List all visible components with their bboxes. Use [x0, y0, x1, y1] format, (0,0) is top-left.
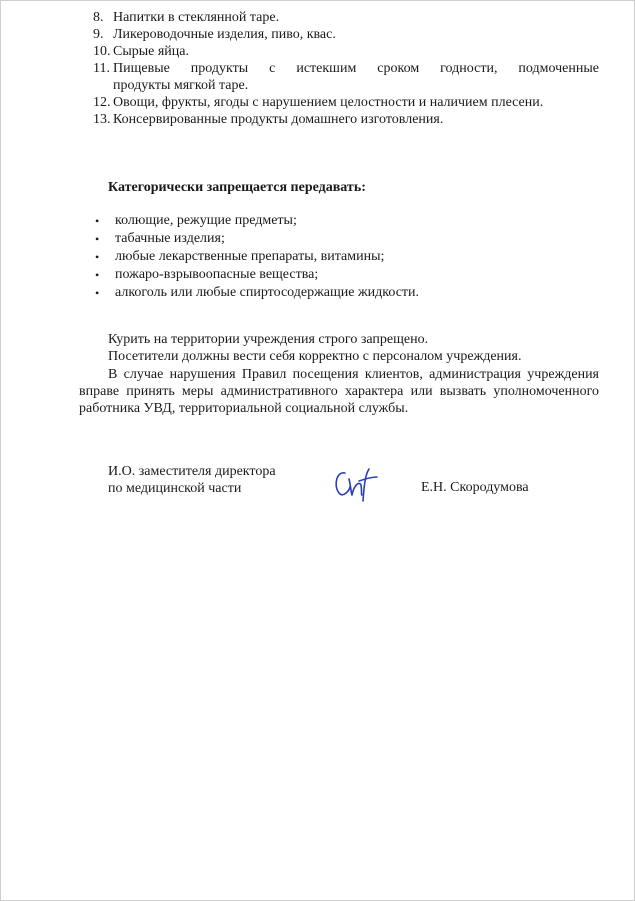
list-item-text: колющие, режущие предметы; [115, 213, 297, 228]
list-item-text: продукты мягкой таре. [113, 78, 249, 93]
list-item-text: любые лекарственные препараты, витамины; [115, 249, 385, 264]
bullet-icon: • [95, 214, 100, 228]
list-item-number: 13. [93, 112, 111, 127]
list-item [79, 60, 599, 77]
list-item [79, 43, 599, 60]
list-item-number: 12. [93, 95, 111, 110]
list-item-continuation [79, 77, 599, 94]
list-item [79, 26, 599, 43]
list-item-text: алкоголь или любые спиртосодержащие жидкости. [115, 285, 420, 300]
prohibited-heading: Категорически запрещается передавать: [108, 180, 366, 195]
list-item-text: Консервированные продукты домашнего изготовления. [113, 112, 444, 127]
violation-rule: В случае нарушения Правил посещения клиентов, администрация учреждения вправе принять меры административного характера или вызвать уполномоченного работника УВД, территориальной социальной службы. [79, 367, 599, 416]
list-item [79, 94, 599, 111]
list-item [79, 111, 599, 128]
bullet-icon: • [95, 268, 100, 282]
list-item [95, 284, 419, 302]
list-item-number: 9. [93, 27, 104, 42]
position-line: по медицинской части [108, 481, 242, 496]
position-line: И.О. заместителя директора [108, 464, 276, 479]
prohibited-list [95, 212, 419, 302]
list-item [95, 212, 419, 230]
bullet-icon: • [95, 286, 100, 300]
list-item-text: Пищевые продукты с истекшим сроком годности, подмоченные [113, 61, 599, 76]
bullet-icon: • [95, 232, 100, 246]
list-item-text: Овощи, фрукты, ягоды с нарушением целостности и наличием плесени. [113, 95, 544, 110]
list-item [95, 230, 419, 248]
smoking-rule: Курить на территории учреждения строго запрещено. [108, 332, 429, 347]
list-item [79, 9, 599, 26]
signatory-name: Е.Н. Скородумова [421, 480, 529, 495]
list-item-number: 10. [93, 44, 111, 59]
list-item [95, 266, 419, 284]
behavior-rule: Посетители должны вести себя корректно с персоналом учреждения. [108, 349, 522, 364]
list-item-number: 11. [93, 61, 110, 76]
list-item [95, 248, 419, 266]
products-list [79, 9, 599, 128]
list-item-text: Сырые яйца. [113, 44, 190, 59]
list-item-number: 8. [93, 10, 104, 25]
handwritten-signature [331, 467, 379, 503]
list-item-text: табачные изделия; [115, 231, 225, 246]
list-item-text: пожаро-взрывоопасные вещества; [115, 267, 319, 282]
bullet-icon: • [95, 250, 100, 264]
list-item-text: Ликероводочные изделия, пиво, квас. [113, 27, 336, 42]
signatory-position [108, 463, 276, 497]
list-item-text: Напитки в стеклянной таре. [113, 10, 280, 25]
